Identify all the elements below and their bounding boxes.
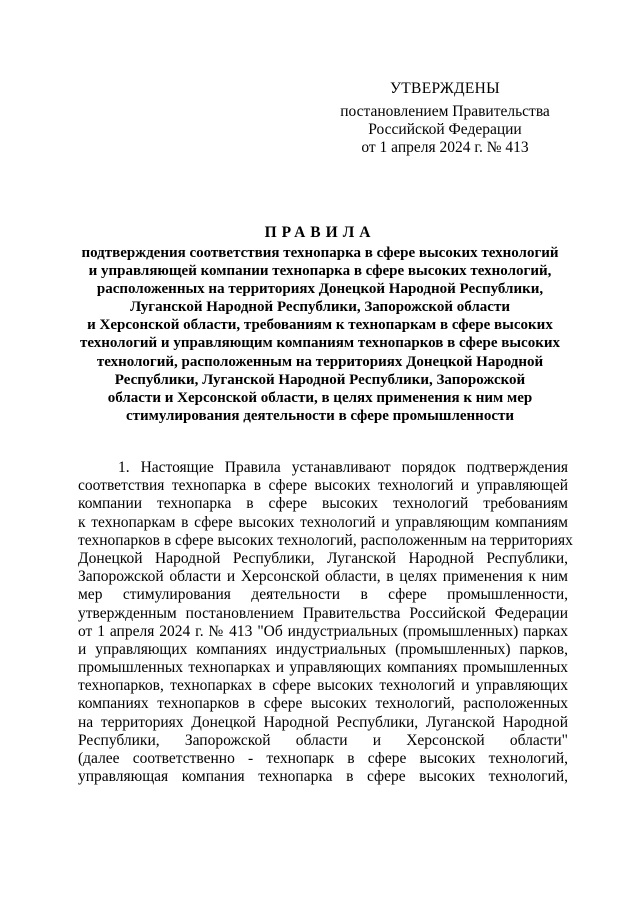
body-line: Республики, Запорожской области и Херсонской области": [78, 731, 568, 749]
body-line: компании технопарка в сфере высоких технологий требованиям: [78, 495, 568, 513]
body-line: 1. Настоящие Правила устанавливают порядок подтверждения: [118, 459, 568, 476]
body-line: компаниях технопарков в сфере высоких технологий, расположенных: [78, 695, 568, 713]
body-line: к технопаркам в сфере высоких технологий и управляющим компаниям: [78, 513, 568, 531]
approval-line: Российской Федерации: [368, 121, 522, 138]
rules-title: ПРАВИЛА: [264, 224, 376, 241]
body-line: промышленных технопарках и управляющих компаниях промышленных: [78, 659, 568, 677]
subtitle-line: технологий и управляющим компаниям технопарков в сфере высоких: [80, 335, 560, 352]
body-line: соответствия технопарка в сфере высоких технологий и управляющей: [78, 477, 568, 495]
approval-line: постановлением Правительства: [340, 103, 550, 120]
body-line: утвержденным постановлением Правительства Российской Федерации: [78, 604, 568, 622]
body-line: Донецкой Народной Республики, Луганской Народной Республики,: [78, 549, 568, 567]
subtitle-line: технологий, расположенным на территориях Донецкой Народной: [96, 353, 544, 370]
approval-title: УТВЕРЖДЕНЫ: [390, 80, 500, 97]
body-line: на территориях Донецкой Народной Республики, Луганской Народной: [78, 713, 568, 731]
body-paragraph: [78, 459, 573, 786]
body-line: технопарков, технопарках в сфере высоких технологий и управляющих: [78, 677, 568, 695]
subtitle-line: области и Херсонской области, в целях применения к ним мер: [107, 389, 533, 406]
subtitle-line: Республики, Луганской Народной Республики, Запорожской: [114, 371, 526, 388]
subtitle-line: расположенных на территориях Донецкой Народной Республики,: [96, 281, 544, 298]
body-line: Запорожской области и Херсонской области, в целях применения к ним: [78, 568, 568, 586]
rules-subtitle: [40, 244, 600, 425]
body-line: и управляющих компаниях индустриальных (промышленных) парков,: [78, 640, 568, 658]
body-line: от 1 апреля 2024 г. № 413 "Об индустриальных (промышленных) парках: [78, 622, 568, 640]
approval-block: [330, 80, 560, 157]
body-line: мер стимулирования деятельности в сфере промышленности,: [78, 586, 568, 604]
body-line: технопарков в сфере высоких технологий, расположенным на территориях: [78, 531, 573, 549]
subtitle-line: и управляющей компании технопарка в сфере высоких технологий,: [88, 263, 552, 280]
approval-line: от 1 апреля 2024 г. № 413: [361, 139, 529, 156]
subtitle-line: подтверждения соответствия технопарка в сфере высоких технологий: [81, 245, 559, 261]
subtitle-line: Луганской Народной Республики, Запорожской области: [130, 299, 510, 316]
body-line: управляющая компания технопарка в сфере высоких технологий,: [78, 768, 568, 786]
body-line: (далее соответственно - технопарк в сфере высоких технологий,: [78, 750, 568, 767]
subtitle-line: стимулирования деятельности в сфере промышленности: [125, 407, 514, 424]
subtitle-line: и Херсонской области, требованиям к технопаркам в сфере высоких: [87, 317, 553, 334]
